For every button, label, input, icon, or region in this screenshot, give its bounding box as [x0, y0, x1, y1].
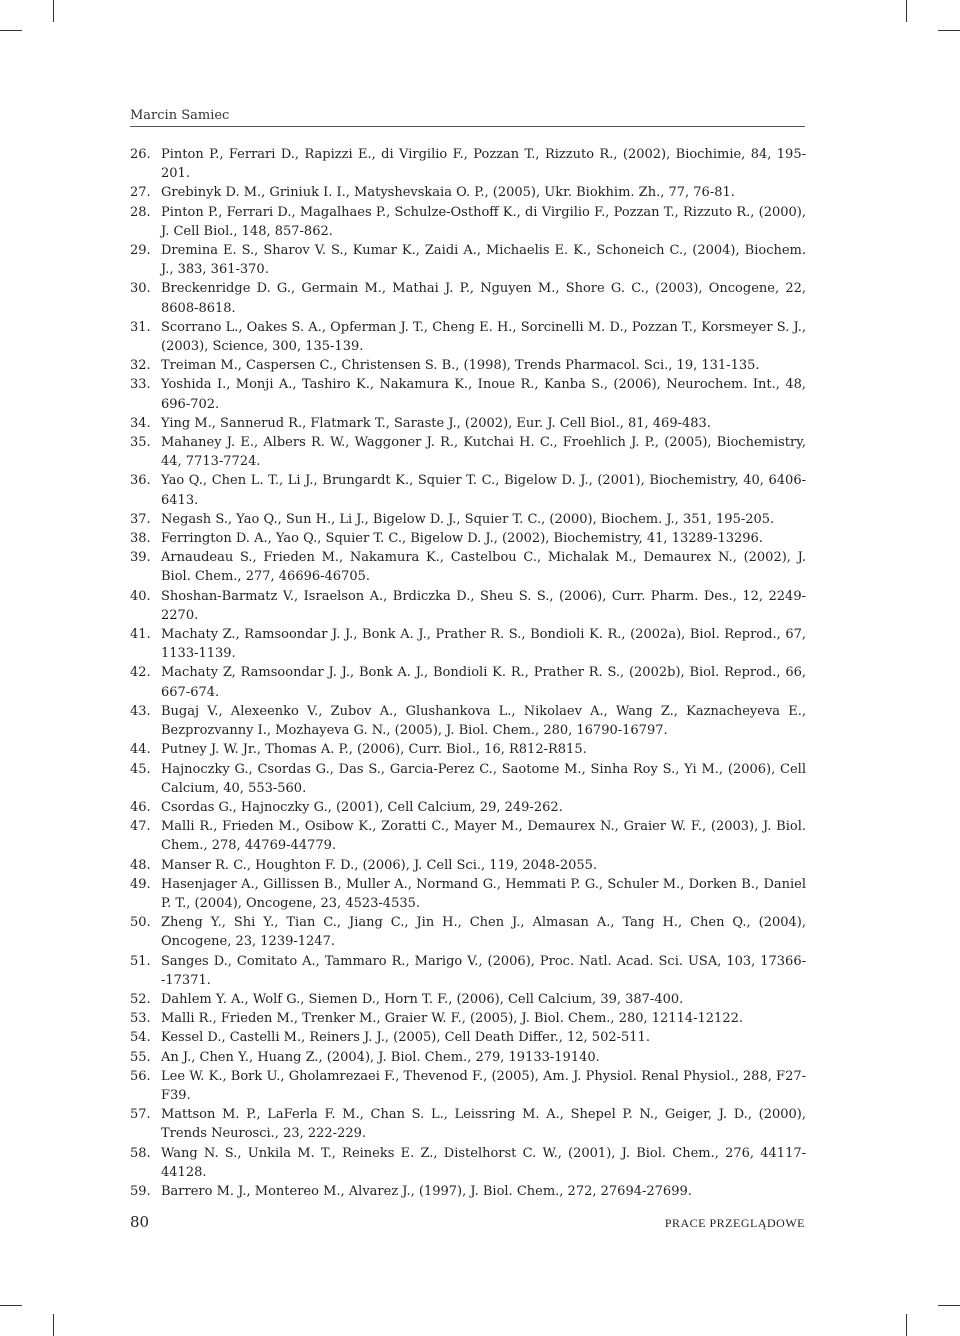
- reference-number: 34.: [130, 415, 151, 431]
- reference-text: Mattson M. P., LaFerla F. M., Chan S. L., Leissring M. A., Shepel P. N., Geiger, J. D., (2000), Trends Neurosci., 23, 222-229.: [161, 1107, 806, 1142]
- reference-text: Machaty Z, Ramsoondar J. J., Bonk A. J., Bondioli K. R., Prather R. S., (2002b), Biol. Reprod., 66, 667-674.: [161, 665, 806, 700]
- reference-number: 29.: [130, 243, 151, 259]
- reference-text: Hasenjager A., Gillissen B., Muller A., Normand G., Hemmati P. G., Schuler M., Dorken B., Daniel P. T., (2004), Oncogene, 23, 4523-4535.: [161, 876, 806, 911]
- reference-number: 54.: [130, 1030, 151, 1046]
- reference-text: Dahlem Y. A., Wolf G., Siemen D., Horn T. F., (2006), Cell Calcium, 39, 387-400.: [161, 991, 684, 1007]
- reference-number: 57.: [130, 1107, 151, 1123]
- reference-text: Sanges D., Comitato A., Tammaro R., Marigo V., (2006), Proc. Natl. Acad. Sci. USA, 103, 17366--17371.: [161, 953, 806, 988]
- reference-item: [130, 663, 806, 701]
- reference-item: [130, 471, 806, 509]
- reference-number: 46.: [130, 799, 151, 815]
- reference-item: [130, 625, 806, 663]
- reference-item: [130, 241, 806, 279]
- crop-mark-bottom-left-h: [0, 1305, 22, 1306]
- reference-item: [130, 375, 806, 413]
- crop-mark-bottom-right: [906, 1314, 907, 1336]
- reference-item: [130, 1048, 806, 1067]
- reference-number: 27.: [130, 185, 151, 201]
- reference-text: Csordas G., Hajnoczky G., (2001), Cell Calcium, 29, 249-262.: [161, 799, 563, 815]
- reference-number: 30.: [130, 281, 151, 297]
- reference-item: [130, 702, 806, 740]
- reference-number: 50.: [130, 915, 151, 931]
- reference-number: 32.: [130, 358, 151, 374]
- reference-number: 43.: [130, 703, 151, 719]
- reference-item: [130, 1105, 806, 1143]
- reference-number: 47.: [130, 819, 151, 835]
- reference-text: Shoshan-Barmatz V., Israelson A., Brdiczka D., Sheu S. S., (2006), Curr. Pharm. Des., 12, 2249-2270.: [161, 588, 806, 623]
- reference-item: [130, 587, 806, 625]
- reference-text: Yoshida I., Monji A., Tashiro K., Nakamura K., Inoue R., Kanba S., (2006), Neurochem. Int., 48, 696-702.: [161, 377, 806, 412]
- reference-number: 31.: [130, 319, 151, 335]
- reference-item: [130, 1182, 806, 1201]
- reference-text: Negash S., Yao Q., Sun H., Li J., Bigelow D. J., Squier T. C., (2000), Biochem. J., 351, 195-205.: [161, 511, 775, 527]
- reference-number: 40.: [130, 588, 151, 604]
- reference-number: 35.: [130, 435, 151, 451]
- reference-item: [130, 203, 806, 241]
- reference-number: 41.: [130, 627, 151, 643]
- reference-item: [130, 1009, 806, 1028]
- reference-text: Putney J. W. Jr., Thomas A. P., (2006), Curr. Biol., 16, R812-R815.: [161, 742, 587, 758]
- crop-mark-top-right: [906, 0, 907, 22]
- journal-name: PRACE PRZEGLĄDOWE: [664, 1216, 805, 1230]
- reference-text: Machaty Z., Ramsoondar J. J., Bonk A. J., Prather R. S., Bondioli K. R., (2002a), Biol. Reprod., 67, 1133-1139.: [161, 627, 806, 662]
- reference-item: [130, 414, 806, 433]
- reference-text: Dremina E. S., Sharov V. S., Kumar K., Zaidi A., Michaelis E. K., Schoneich C., (2004), Biochem. J., 383, 361-370.: [161, 243, 806, 278]
- reference-item: [130, 145, 806, 183]
- reference-text: Breckenridge D. G., Germain M., Mathai J. P., Nguyen M., Shore G. C., (2003), Oncogene, 22, 8608-8618.: [161, 281, 806, 316]
- reference-text: Wang N. S., Unkila M. T., Reineks E. Z., Distelhorst C. W., (2001), J. Biol. Chem., 276, 44117-44128.: [161, 1145, 806, 1180]
- reference-text: Treiman M., Caspersen C., Christensen S. B., (1998), Trends Pharmacol. Sci., 19, 131-135.: [161, 358, 760, 374]
- reference-text: Pinton P., Ferrari D., Magalhaes P., Schulze-Osthoff K., di Virgilio F., Pozzan T., Rizzuto R., (2000), J. Cell Biol., 148, 857-862.: [161, 204, 806, 239]
- reference-number: 56.: [130, 1068, 151, 1084]
- reference-number: 44.: [130, 742, 151, 758]
- reference-number: 48.: [130, 857, 151, 873]
- reference-text: Kessel D., Castelli M., Reiners J. J., (2005), Cell Death Differ., 12, 502-511.: [161, 1030, 650, 1046]
- reference-number: 45.: [130, 761, 151, 777]
- reference-text: Lee W. K., Bork U., Gholamrezaei F., Thevenod F., (2005), Am. J. Physiol. Renal Physiol., 288, F27-F39.: [161, 1068, 806, 1103]
- reference-number: 52.: [130, 991, 151, 1007]
- reference-text: Malli R., Frieden M., Osibow K., Zoratti C., Mayer M., Demaurex N., Graier W. F., (2003), J. Biol. Chem., 278, 44769-44779.: [161, 819, 806, 854]
- reference-item: [130, 510, 806, 529]
- reference-item: [130, 318, 806, 356]
- reference-item: [130, 990, 806, 1009]
- reference-text: Yao Q., Chen L. T., Li J., Brungardt K., Squier T. C., Bigelow D. J., (2001), Biochemistry, 40, 6406-6413.: [161, 473, 806, 508]
- running-header: [130, 108, 805, 127]
- reference-text: Scorrano L., Oakes S. A., Opferman J. T., Cheng E. H., Sorcinelli M. D., Pozzan T., Korsmeyer S. J., (2003), Science, 300, 135-139.: [161, 319, 806, 355]
- reference-number: 26.: [130, 147, 151, 162]
- reference-text: Pinton P., Ferrari D., Rapizzi E., di Virgilio F., Pozzan T., Rizzuto R., (2002), Biochimie, 84, 195-201.: [161, 147, 806, 182]
- reference-item: [130, 529, 806, 548]
- reference-item: [130, 433, 806, 471]
- reference-number: 58.: [130, 1145, 151, 1161]
- reference-text: Zheng Y., Shi Y., Tian C., Jiang C., Jin H., Chen J., Almasan A., Tang H., Chen Q., (2004), Oncogene, 23, 1239-1247.: [161, 915, 806, 950]
- reference-text: Arnaudeau S., Frieden M., Nakamura K., Castelbou C., Michalak M., Demaurex N., (2002), J. Biol. Chem., 277, 46696-46705.: [161, 550, 806, 585]
- reference-number: 42.: [130, 665, 151, 681]
- page-footer: [130, 1213, 805, 1231]
- crop-mark-bottom-right-h: [938, 1305, 960, 1306]
- reference-number: 36.: [130, 473, 151, 489]
- reference-item: [130, 1067, 806, 1105]
- crop-mark-bottom-left: [53, 1314, 54, 1336]
- reference-item: [130, 1144, 806, 1182]
- reference-text: Ying M., Sannerud R., Flatmark T., Saraste J., (2002), Eur. J. Cell Biol., 81, 469-483.: [161, 415, 711, 431]
- reference-number: 49.: [130, 876, 151, 892]
- reference-text: Bugaj V., Alexeenko V., Zubov A., Glushankova L., Nikolaev A., Wang Z., Kaznacheyeva E., Bezprozvanny I., Mozhayeva G. N., (2005), J. Biol. Chem., 280, 16790-16797.: [161, 703, 806, 739]
- reference-number: 51.: [130, 953, 151, 969]
- reference-text: Hajnoczky G., Csordas G., Das S., Garcia-Perez C., Saotome M., Sinha Roy S., Yi M., (2006), Cell Calcium, 40, 553-560.: [161, 761, 806, 796]
- reference-item: [130, 913, 806, 951]
- reference-number: 33.: [130, 377, 151, 393]
- reference-item: [130, 798, 806, 817]
- reference-item: [130, 856, 806, 875]
- reference-number: 28.: [130, 204, 151, 220]
- reference-text: An J., Chen Y., Huang Z., (2004), J. Biol. Chem., 279, 19133-19140.: [161, 1049, 600, 1065]
- reference-text: Ferrington D. A., Yao Q., Squier T. C., Bigelow D. J., (2002), Biochemistry, 41, 13289-13296.: [161, 531, 763, 547]
- header-author: Marcin Samiec: [130, 108, 230, 123]
- crop-mark-top-left: [53, 0, 54, 22]
- reference-item: [130, 817, 806, 855]
- reference-item: [130, 1028, 806, 1047]
- reference-item: [130, 952, 806, 990]
- crop-mark-top-right-h: [938, 30, 960, 31]
- reference-number: 55.: [130, 1049, 151, 1065]
- reference-text: Malli R., Frieden M., Trenker M., Graier W. F., (2005), J. Biol. Chem., 280, 12114-12122.: [161, 1011, 744, 1027]
- reference-text: Mahaney J. E., Albers R. W., Waggoner J. R., Kutchai H. C., Froehlich J. P., (2005), Biochemistry, 44, 7713-7724.: [161, 435, 806, 470]
- reference-item: [130, 875, 806, 913]
- reference-number: 38.: [130, 531, 151, 547]
- reference-number: 53.: [130, 1011, 151, 1027]
- reference-item: [130, 548, 806, 586]
- reference-list: [130, 145, 806, 1201]
- reference-text: Barrero M. J., Montereo M., Alvarez J., (1997), J. Biol. Chem., 272, 27694-27699.: [161, 1183, 692, 1199]
- reference-number: 39.: [130, 550, 151, 566]
- reference-item: [130, 356, 806, 375]
- reference-item: [130, 740, 806, 759]
- reference-number: 59.: [130, 1183, 151, 1199]
- reference-text: Manser R. C., Houghton F. D., (2006), J. Cell Sci., 119, 2048-2055.: [161, 857, 598, 873]
- reference-item: [130, 760, 806, 798]
- reference-item: [130, 279, 806, 317]
- reference-text: Grebinyk D. M., Griniuk I. I., Matyshevskaia O. P., (2005), Ukr. Biokhim. Zh., 77, 76-81.: [161, 185, 735, 201]
- crop-mark-top-left-h: [0, 30, 22, 31]
- page-number: 80: [130, 1213, 150, 1231]
- reference-number: 37.: [130, 511, 151, 527]
- reference-item: [130, 183, 806, 202]
